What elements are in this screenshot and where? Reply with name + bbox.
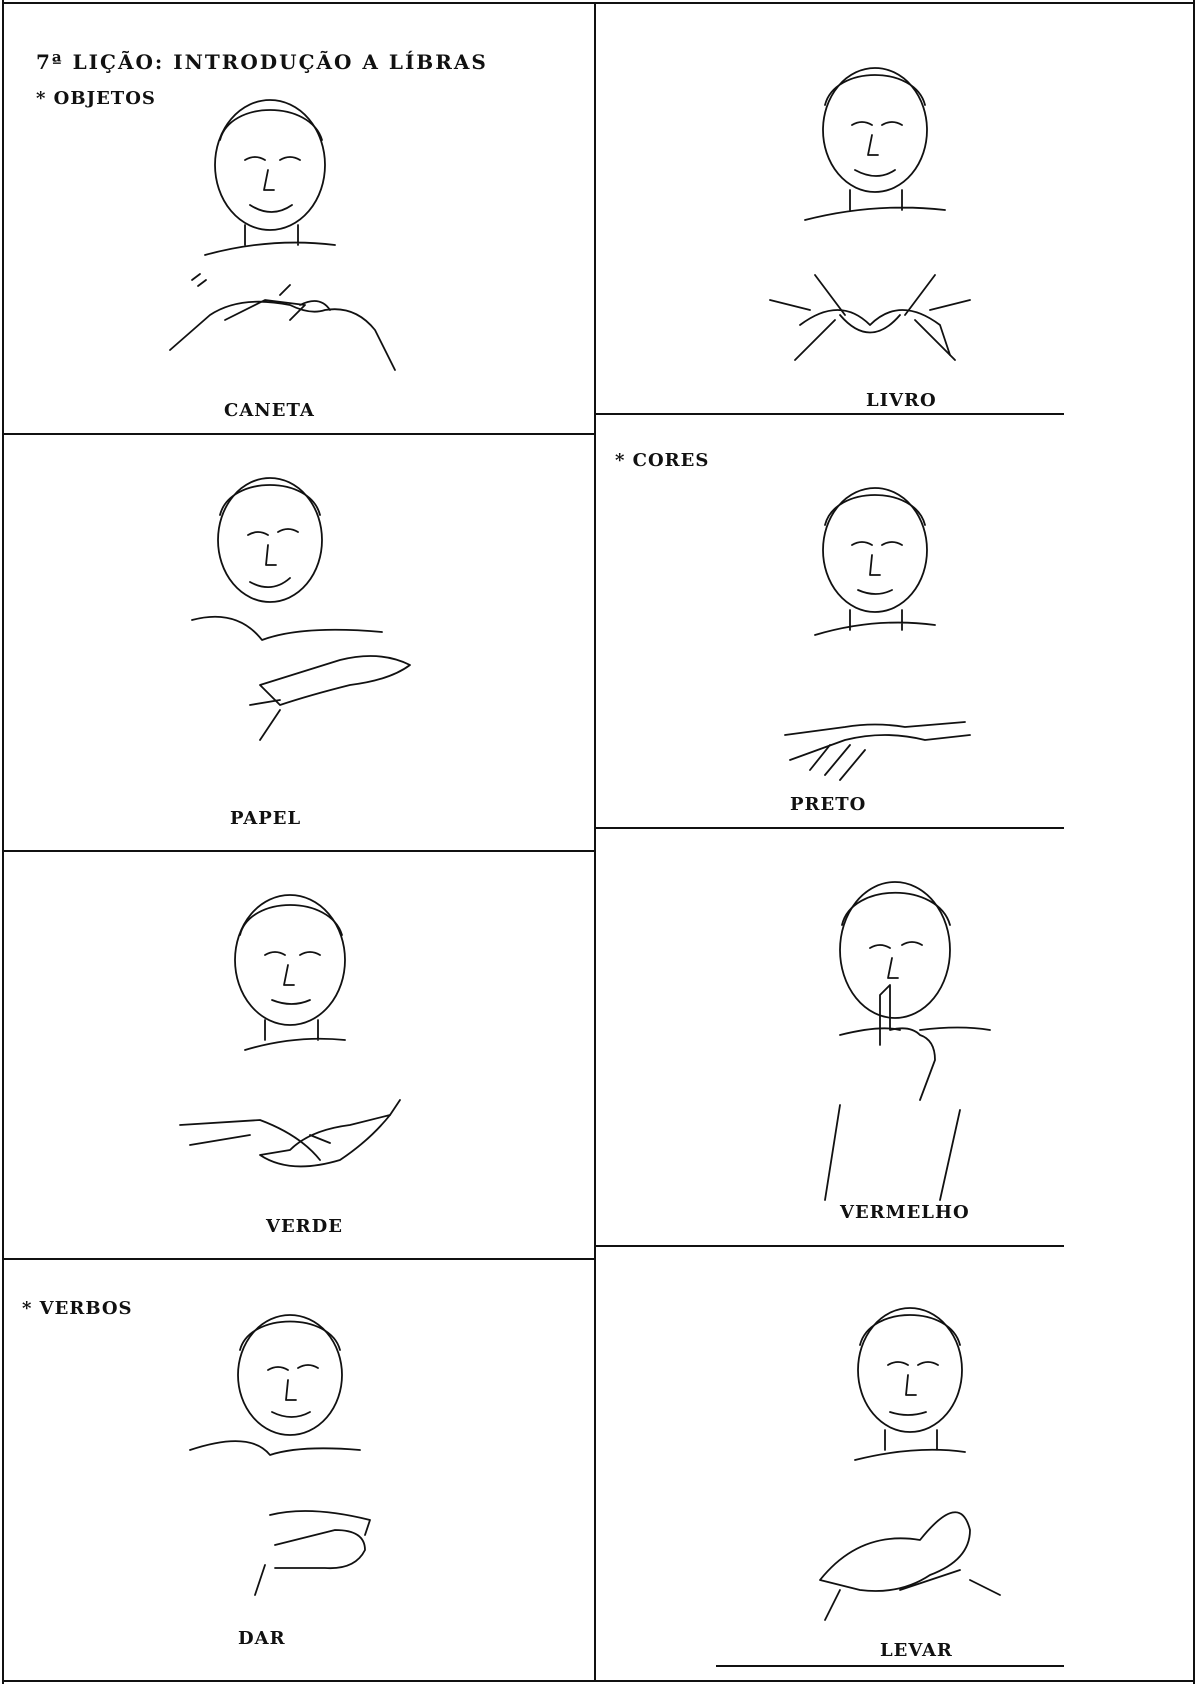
bottom-border bbox=[2, 1680, 1195, 1682]
caption-livro: LIVRO bbox=[866, 390, 937, 411]
row-divider-3 bbox=[2, 1258, 594, 1260]
caption-vermelho: VERMELHO bbox=[840, 1202, 970, 1223]
row-divider-1 bbox=[2, 433, 594, 435]
sign-caneta-illustration bbox=[150, 90, 390, 390]
top-border bbox=[2, 2, 1195, 4]
left-border bbox=[2, 0, 4, 1684]
caption-papel: PAPEL bbox=[230, 808, 302, 829]
caption-caneta: CANETA bbox=[224, 400, 315, 421]
sign-verde-illustration bbox=[170, 885, 410, 1185]
lesson-title: 7ª LIÇÃO: INTRODUÇÃO A LÍBRAS bbox=[36, 50, 488, 74]
sign-livro-illustration bbox=[760, 60, 990, 380]
section-objects-label: * OBJETOS bbox=[36, 88, 156, 109]
caption-verde: VERDE bbox=[266, 1216, 343, 1237]
sign-preto-illustration bbox=[770, 470, 980, 800]
sign-vermelho-illustration bbox=[800, 870, 1020, 1190]
row-divider-3-right bbox=[596, 1245, 1064, 1247]
row-divider-2-right bbox=[596, 827, 1064, 829]
section-verbs-label: * VERBOS bbox=[22, 1298, 133, 1319]
sign-levar-illustration bbox=[800, 1290, 1020, 1620]
caption-preto: PRETO bbox=[790, 794, 867, 815]
row-divider-2 bbox=[2, 850, 594, 852]
row-divider-4-right bbox=[716, 1665, 1064, 1667]
caption-levar: LEVAR bbox=[880, 1640, 953, 1661]
center-divider bbox=[594, 2, 596, 1682]
sign-papel-illustration bbox=[180, 470, 440, 740]
right-border bbox=[1193, 0, 1195, 1684]
sign-dar-illustration bbox=[190, 1310, 410, 1600]
row-divider-1-right bbox=[596, 413, 1064, 415]
section-colors-label: * CORES bbox=[615, 450, 710, 471]
caption-dar: DAR bbox=[238, 1628, 286, 1649]
face-outline bbox=[215, 100, 325, 230]
